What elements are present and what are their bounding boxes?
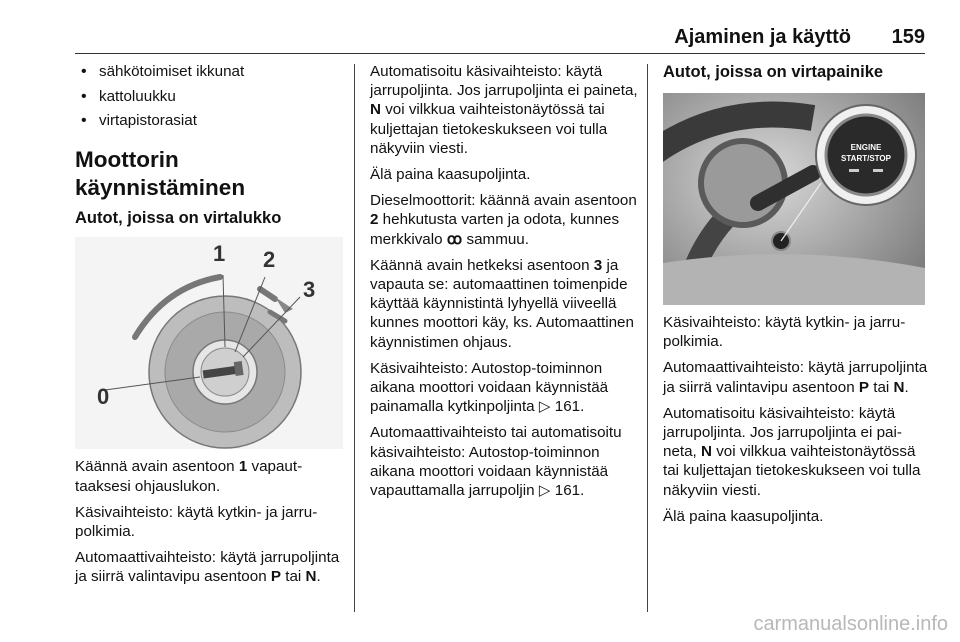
page-number: 159 xyxy=(891,26,925,48)
start-stop-button-figure xyxy=(663,93,929,305)
ignition-lock-figure xyxy=(75,237,343,449)
paragraph: Automatisoitu käsivaihteisto: käytä jarrupoljinta. Jos jarrupoljinta ei paineta, N voi vilkkua vaihteistonäytössä tai kuljettajan tietokeskukseen voi tulla näkyviin viesti. xyxy=(663,404,921,499)
paragraph: Käännä avain asentoon 1 vapauttaaksesi ohjauslukon. xyxy=(75,458,303,495)
paragraph: Käsivaihteisto: käytä kytkin- ja jarrupolkimia. xyxy=(663,314,906,351)
position-label-0: 0 xyxy=(97,384,110,410)
paragraph: Automatisoitu käsivaihteisto: käytä jarrupoljinta. Jos jarrupoljinta ei paineta, N voi vilkkua vaihteistonäytössä tai kuljettajan tietokeskukseen voi tulla näkyviin viesti. xyxy=(370,63,638,157)
paragraph: Dieselmoottorit: käännä avain asentoon 2 hehkutusta varten ja odota, kunnes merkkivalo ꝏ sammuu. xyxy=(370,192,637,248)
page-ref-link[interactable]: 161. xyxy=(554,398,585,416)
subsection-heading: Autot, joissa on virtapainike xyxy=(663,63,884,81)
svg-text:START/STOP: START/STOP xyxy=(841,154,891,163)
subsection-heading: Autot, joissa on virtalukko xyxy=(75,209,282,228)
list-item: • sähkötoimiset ikkunat xyxy=(75,62,343,81)
list-item: • virtapistorasiat xyxy=(75,111,343,130)
section-title: Ajaminen ja käyttö xyxy=(674,26,851,48)
svg-text:ENGINE: ENGINE xyxy=(850,143,882,152)
paragraph: Automaattivaihteisto: käytä jarrupoljinta ja siirrä valintavipu asentoon P tai N. xyxy=(75,549,340,586)
watermark: carmanualsonline.info xyxy=(753,613,948,635)
paragraph: Älä paina kaasupoljinta. xyxy=(663,507,824,525)
paragraph: Käännä avain hetkeksi asentoon 3 ja vapauta se: automaattinen toimenpide käyttää käynnistintä lyhyellä viiveellä kunnes moottori käy, ks. Automaattinen käynnistimen ohjaus. xyxy=(370,256,634,351)
column-middle xyxy=(370,62,638,507)
position-label-1: 1 xyxy=(213,241,226,267)
position-label-3: 3 xyxy=(303,277,316,303)
column-divider xyxy=(354,64,355,612)
paragraph: Älä paina kaasupoljinta. xyxy=(370,166,531,184)
column-left xyxy=(75,62,343,594)
list-item: • kattoluukku xyxy=(75,87,343,106)
paragraph: Automaattivaihteisto: käytä jarrupoljinta ja siirrä valintavipu asentoon P tai N. xyxy=(663,359,928,396)
bullet-list xyxy=(75,62,343,130)
section-heading: Moottorin käynnistäminen xyxy=(75,147,246,201)
paragraph: Automaattivaihteisto tai automatisoitu käsivaihteisto: Autostop-toiminnon aikana moottori voidaan käynnistää vapauttamalla jarrupoljin ▷ 161. xyxy=(370,424,622,500)
paragraph: Käsivaihteisto: käytä kytkin- ja jarrupolkimia. xyxy=(75,503,318,540)
page-header xyxy=(75,26,925,52)
header-rule xyxy=(75,53,925,54)
position-label-2: 2 xyxy=(263,247,276,273)
column-right xyxy=(663,62,929,533)
page-ref-icon: ▷ xyxy=(538,398,551,416)
page-ref-link[interactable]: 161. xyxy=(554,482,585,500)
paragraph: Käsivaihteisto: Autostop-toiminnon aikana moottori voidaan käynnistää painamalla kytkinpoljinta ▷ 161. xyxy=(370,359,609,416)
page-ref-icon: ▷ xyxy=(538,482,551,500)
glow-plug-icon: ꝏ xyxy=(446,230,463,248)
column-divider xyxy=(647,64,648,612)
